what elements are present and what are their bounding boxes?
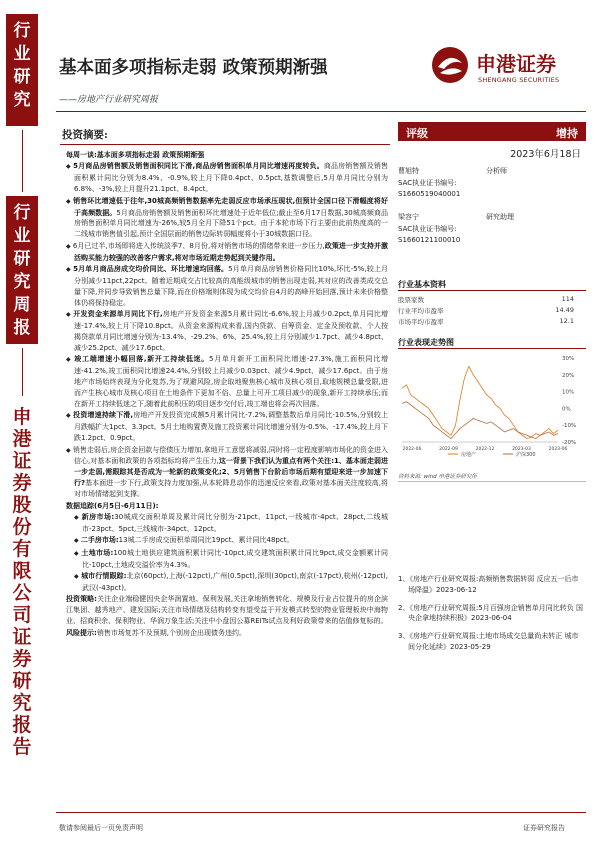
report-subtitle: ——房地产行业研究周报 bbox=[59, 95, 159, 105]
sidebar-company-label: 申港证券股份有限公司证券研究报告 bbox=[12, 406, 32, 758]
related-reports bbox=[398, 574, 584, 660]
abstract-point: ◆ 5月单月商品房成交均价同比、环比增速均回落。5月单月商品房销售价格同比10%,环比-5%,较上月分别减少11pct,22pct。随着近期成交占比较高的高能级城市的销售出现走弱,其对应的改善类成交总量下降,并同步导致销售总量下降,而在价格端则体现为成交均价自4月的高峰开始回落,预计未来价格整体仍将保持稳定。 bbox=[66, 265, 388, 307]
abstract-point: ◆ 竣工端增速小幅回落,新开工持续低迷。5月单月新开工面积同比增速-27.3%,施工面积同比增速-41.2%,竣工面积同比增速24.4%,分别较上月减少0.03pct、减少4.9pct、减少17.6pct。由于房地产市场始终表现为分化复苏,为了规避风险,房企取地聚焦核心城市及核心项目,取地规模总量受限,进而产生核心城市及核心项目在土地条件下更加不俗、总量上可开工项目减少的现象,新开工持续承压;而在新开工持续低迷之下,随着此前积压的项目逐步交付后,竣工端也将会再次回落。 bbox=[66, 355, 388, 408]
sidebar-divider bbox=[22, 348, 23, 396]
analyst-role: 分析师 bbox=[486, 167, 507, 175]
analyst-name: 梁容宁 bbox=[398, 213, 419, 221]
tracking-item: ◆ 土地市场:100城土地供应建筑面积累计同比-10pct,成交建筑面积累计同比9pct,成交金额累计同比-10pct,土地成交溢价率为4.3%。 bbox=[74, 548, 388, 569]
basic-info-row: 行业平均市盈率 14.49 bbox=[398, 306, 574, 315]
company-logo-icon bbox=[430, 45, 470, 85]
abstract-heading: 投资摘要: bbox=[62, 129, 108, 141]
company-logo-cn: 申港证券 bbox=[476, 52, 556, 76]
abstract-point: ◆ 销售环比增速低于往年,30城高频销售数据率先走弱反应市场承压现状,但预计全国口径下滑幅度将好于高频数据。5月商品房销售额及销售面积环比增速处于近年低位;截止至6月17日数据,30城高频商品房销售面积单月同比增速为-26%,较5月全月下降51个pct。由于本轮市场下行主要由此前热度高的一二线城市销售值引起,预计全国层面的销售边际转弱幅度将小于30城数据口径。 bbox=[66, 196, 389, 239]
basic-info-heading: 行业基本资料 bbox=[398, 280, 446, 289]
industry-performance-chart bbox=[398, 350, 586, 460]
sidebar-divider bbox=[22, 130, 23, 192]
y-tick-label: -10% bbox=[562, 423, 577, 430]
abstract-point: ◆ 开发资金来源单月同比下行,房地产开发资金来源5月累计同比-6.6%,较上月减少0.2pct,单月同比增速-17.4%,较上月下降10.8pct。从资金来源构成来看,国内贷款、自筹资金、定金及预收款、个人按揭贷款单月同比增速分别为-13.4%、-29.2%、6%、25.4%,较上月分别减少1.7pct、减少4.8pct、减少25.2pct、减少17.6pct。 bbox=[66, 310, 388, 352]
analyst-cert: S1660519040001 bbox=[398, 190, 461, 198]
footer-label: 证券研究报告 bbox=[523, 824, 565, 832]
abstract-point: ◆ 销售走弱后,房企资金回款与偿债压力增加,拿地开工意愿将减弱,同时将一定程度影响市场化的资金进入信心,对基本面和政策的各项指标均将产生压力,这一背景下我们认为重点有两个关注:1、基本面走弱进一步走弱,需跟踪其是否成为一轮新的政策变化;2、5月销售下台阶后市场后期有望迎来进一步加速下行?基本面进一步下行,政策支持力度加强,从本轮降息动作的迅速反应来看,政策对基本面关注度较高,将对市场情绪起到支撑。 bbox=[66, 445, 388, 499]
y-tick-label: 0% bbox=[562, 406, 571, 413]
rating-label: 评级 bbox=[406, 127, 428, 140]
abstract-rule bbox=[60, 144, 390, 145]
analyst-cert-label: SAC执业证书编号: bbox=[398, 224, 457, 233]
data-tracking-heading: 数据追踪(6月5日-6月11日): bbox=[66, 501, 159, 510]
analyst-name: 曹旭特 bbox=[398, 167, 419, 175]
chart-source-rule bbox=[398, 481, 586, 482]
risk-warning: 风险提示:销售市场复苏不及预期,个别房企出现债务违约。 bbox=[66, 628, 247, 637]
x-tick-label: 2022-12 bbox=[475, 447, 495, 452]
basic-info-row: 市场平均市盈率 12.1 bbox=[398, 317, 574, 326]
report-title: 基本面多项指标走弱 政策预期渐强 bbox=[59, 58, 328, 78]
footer-rule bbox=[56, 812, 586, 813]
sidebar-block-industry-research: 行业研究 bbox=[6, 14, 38, 126]
tracking-item: ◆ 城市行情跟踪:北京(60pct),上海(-12pct),广州(0.5pct),深圳(30pct),南京(-17pct),杭州(-12pct),武汉(-43pct)。 bbox=[74, 572, 388, 592]
basic-info-row: 股票家数 114 bbox=[398, 295, 574, 304]
abstract-topic: 每周一谈:基本面多项指标走弱 政策预期渐强 bbox=[66, 151, 205, 159]
company-logo-en: SHENGANG SECURITIES bbox=[478, 76, 560, 84]
y-tick-label: -20% bbox=[562, 440, 577, 446]
abstract-point: ◆ 5月商品房销售额及销售面积同比下滑,商品房销售面积单月同比增速再度转负。商品房销售额及销售面积累计同比分别为8.4%、-0.9%,较上月下降0.4pct、0.5pct,基数调整后,5月单月同比分别为6.8%、-3%,较上月提升21.1pct、8.4pct。 bbox=[66, 162, 388, 194]
footer-disclaimer: 敬请参阅最后一页免责声明 bbox=[59, 824, 143, 832]
related-report-item[interactable]: 2、《房地产行业研究周报:5月百强房企销售单月同比转负 国央企拿地持续积极》2023-06-04 bbox=[398, 603, 583, 623]
x-tick-label: 2023-03 bbox=[512, 447, 531, 452]
report-date: 2023年6月18日 bbox=[510, 149, 581, 160]
legend-label: 沪深300 bbox=[516, 452, 536, 458]
investment-strategy: 投资策略:关注企业端稳健因央企华润置地、保利发展,关注拿地销售转化、规模及行业占位提升的房企滨江集团、越秀地产、建发国际;关注市场情绪及结构转变有望受益于开发模式转型的物业管理板块中海物业、招商积余、保利物业、华润万象生活;关注中小盘因公募REITs试点及利好政策带来的估值修复标的。 bbox=[66, 595, 388, 626]
abstract-point: ◆ 投资增速持续下滑,房地产开发投资完成额5月累计同比-7.2%,调整基数后单月同比-10.5%,分别较上月跌幅扩大1pct、3.3pct。5月土地购置费及施工投资累计同比增速分别为-0.5%、-17.4%,较上月下跌1.2pct、0.9pct。 bbox=[66, 411, 388, 443]
analyst-block bbox=[398, 212, 514, 247]
chart-heading: 行业表现走势图 bbox=[398, 338, 454, 347]
analyst-role: 研究助理 bbox=[486, 213, 514, 221]
chart-source: 资料来源: wind 申港证券研究所 bbox=[398, 474, 477, 480]
abstract-point: ◆ 6月已过半,市场即将进入传统淡季7、8月份,将对销售市场的情绪带来进一步压力,政策进一步支持并激活购买能力较强的改善客户需求,将对市场近期走势起到关键作用。 bbox=[66, 241, 388, 262]
abstract-body bbox=[66, 150, 388, 639]
analyst-cert-label: SAC执业证书编号: bbox=[398, 178, 457, 187]
sidebar-block-weekly-report: 行业研究周报 bbox=[6, 196, 38, 344]
x-tick-label: 2023-06 bbox=[548, 447, 568, 452]
series-line bbox=[402, 402, 558, 439]
analyst-block bbox=[398, 166, 507, 201]
y-tick-label: 30% bbox=[562, 356, 575, 362]
analyst-cert: S1660121100010 bbox=[398, 236, 461, 244]
rating-value: 增持 bbox=[556, 127, 578, 140]
tracking-item: ◆ 二手房市场:13城二手房成交面积单周同比19pct、累计同比48pct。 bbox=[74, 536, 294, 545]
related-report-item[interactable]: 1、《房地产行业研究周报:高频销售数据转弱 反应五一后市场降温》2023-06-12 bbox=[398, 575, 579, 594]
x-tick-label: 2022-06 bbox=[402, 447, 422, 452]
legend-label: 房地产 bbox=[461, 452, 477, 458]
rating-box bbox=[398, 122, 586, 141]
basic-info-rule bbox=[398, 290, 586, 291]
tracking-item: ◆ 新房市场:30城成交面积单周及累计同比分别为-21pct、11pct,一线城市-4pct、28pct,二线城市-23pct、5pct,三线城市-34pct、12pct。 bbox=[74, 513, 388, 533]
chart-rule bbox=[398, 348, 586, 349]
series-line bbox=[402, 366, 558, 438]
y-tick-label: 20% bbox=[562, 372, 575, 379]
related-report-item[interactable]: 3、《房地产行业研究周报:土地市场成交总量尚未转正 城市间分化延续》2023-05-29 bbox=[398, 632, 579, 651]
header-rule bbox=[56, 111, 586, 112]
y-tick-label: 10% bbox=[562, 389, 575, 396]
x-tick-label: 2022-09 bbox=[439, 447, 458, 452]
left-sidebar bbox=[0, 0, 44, 841]
